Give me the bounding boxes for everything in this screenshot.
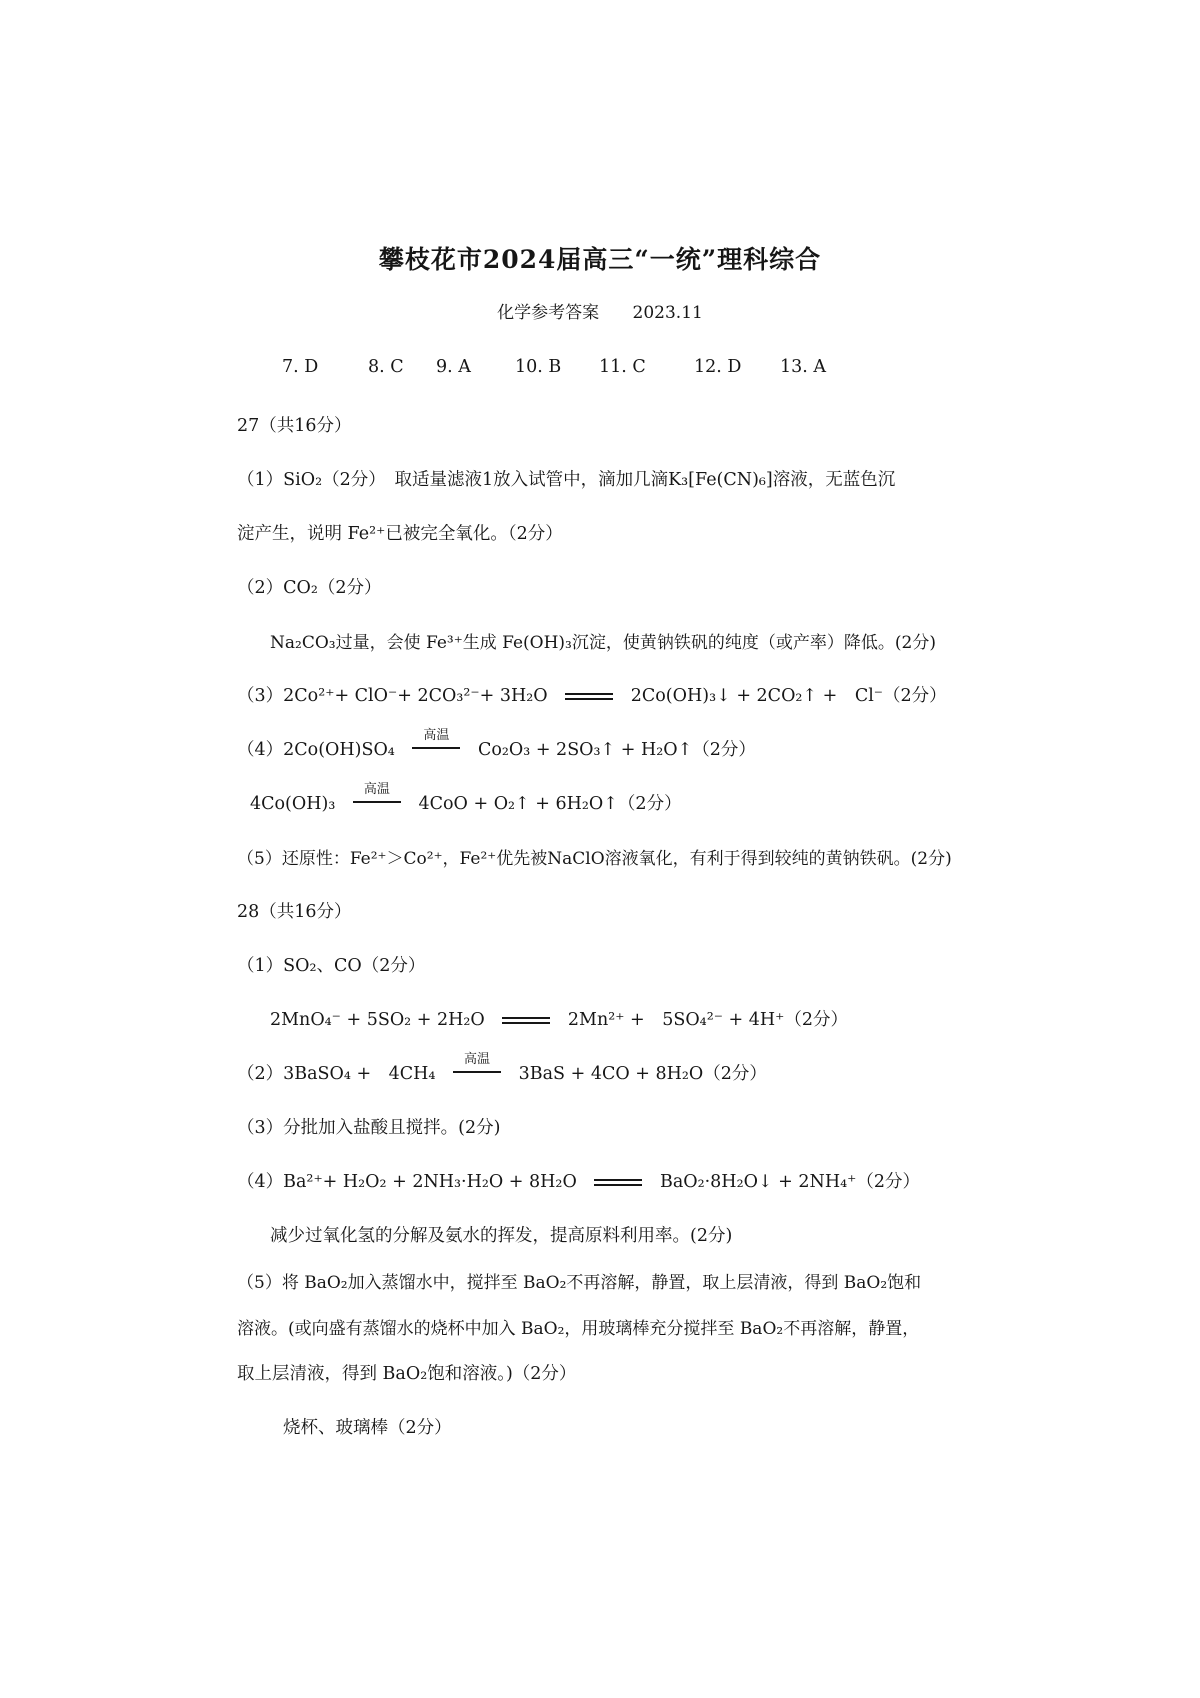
choice-answer: 11. C (599, 357, 646, 377)
reaction-condition-sign (453, 1051, 501, 1082)
q27-part3-equation (237, 682, 947, 707)
q28-part1-equation (270, 1006, 848, 1031)
page-title: 攀枝花市2024届高三“一统”理科综合 (378, 245, 822, 274)
q28-part5-line2: 溶液。(或向盛有蒸馏水的烧杯中加入 BaO₂，用玻璃棒充分搅拌至 BaO₂不再溶解，静置， (237, 1319, 920, 1339)
equation-reactants: （3）2Co²⁺+ ClO⁻+ 2CO₃²⁻+ 3H₂O (237, 686, 548, 706)
q27-part1-line1: （1）SiO₂（2分） 取适量滤液1放入试管中，滴加几滴K₃[Fe(CN)₆]溶液，无蓝色沉 (237, 470, 896, 490)
subtitle-date: 2023.11 (632, 303, 703, 323)
choice-answer: 8. C (368, 357, 404, 377)
equation-reactants: （4）Ba²⁺+ H₂O₂ + 2NH₃·H₂O + 8H₂O (237, 1172, 577, 1192)
equation-products: 2Co(OH)₃↓ + 2CO₂↑ + Cl⁻（2分） (630, 686, 947, 706)
equation-products: 4CoO + O₂↑ + 6H₂O↑（2分） (418, 794, 682, 814)
equation-products: BaO₂·8H₂O↓ + 2NH₄⁺（2分） (659, 1172, 920, 1192)
choice-answer: 13. A (780, 357, 827, 377)
q27-part4-equation2 (250, 781, 682, 815)
equals-sign (502, 1014, 550, 1028)
equation-products: Co₂O₃ + 2SO₃↑ + H₂O↑（2分） (477, 740, 756, 760)
reaction-condition: 高温 (363, 781, 390, 797)
q28-part5-line3: 取上层清液，得到 BaO₂饱和溶液。)（2分） (237, 1364, 577, 1384)
q27-part2-line2: Na₂CO₃过量，会使 Fe³⁺生成 Fe(OH)₃沉淀，使黄钠铁矾的纯度（或产率）降低。(2分) (270, 633, 936, 653)
reaction-condition: 高温 (423, 727, 450, 743)
q28-heading: 28（共16分） (237, 902, 352, 922)
q27-part5: （5）还原性：Fe²⁺＞Co²⁺，Fe²⁺优先被NaClO溶液氧化，有利于得到较纯的黄钠铁矾。(2分) (237, 849, 952, 869)
choice-answer: 7. D (282, 357, 319, 377)
q27-part1-line2: 淀产生，说明 Fe²⁺已被完全氧化。（2分） (237, 524, 563, 544)
equation-products: 2Mn²⁺ + 5SO₄²⁻ + 4H⁺（2分） (567, 1010, 848, 1030)
q28-part5-line1: （5）将 BaO₂加入蒸馏水中，搅拌至 BaO₂不再溶解，静置，取上层清液，得到 BaO₂饱和 (237, 1273, 922, 1293)
equals-sign (565, 690, 613, 704)
equals-sign (594, 1176, 642, 1190)
reaction-condition-sign (412, 727, 460, 758)
q27-heading: 27（共16分） (237, 416, 352, 436)
q28-part2-equation (237, 1051, 767, 1085)
page-subtitle (0, 298, 1200, 323)
subtitle-label: 化学参考答案 (497, 303, 600, 323)
reaction-condition: 高温 (464, 1051, 491, 1067)
q27-part2-line1: （2）CO₂（2分） (237, 578, 382, 598)
q28-part6: 烧杯、玻璃棒（2分） (283, 1418, 452, 1438)
choice-answer: 10. B (515, 357, 562, 377)
equation-reactants: （2）3BaSO₄ + 4CH₄ (237, 1064, 436, 1084)
equation-reactants: （4）2Co(OH)SO₄ (237, 740, 395, 760)
q27-part4-equation1 (237, 727, 756, 761)
q28-part1-line1: （1）SO₂、CO（2分） (237, 956, 426, 976)
equation-reactants: 2MnO₄⁻ + 5SO₂ + 2H₂O (270, 1010, 485, 1030)
choice-answer: 9. A (436, 357, 471, 377)
q28-part4-equation (237, 1168, 920, 1193)
choice-answer: 12. D (694, 357, 742, 377)
equation-reactants: 4Co(OH)₃ (250, 794, 336, 814)
equation-products: 3BaS + 4CO + 8H₂O（2分） (518, 1064, 767, 1084)
reaction-condition-sign (353, 781, 401, 812)
q28-part4-line2: 减少过氧化氢的分解及氨水的挥发，提高原料利用率。(2分) (270, 1226, 733, 1246)
q28-part3: （3）分批加入盐酸且搅拌。(2分) (237, 1118, 501, 1138)
